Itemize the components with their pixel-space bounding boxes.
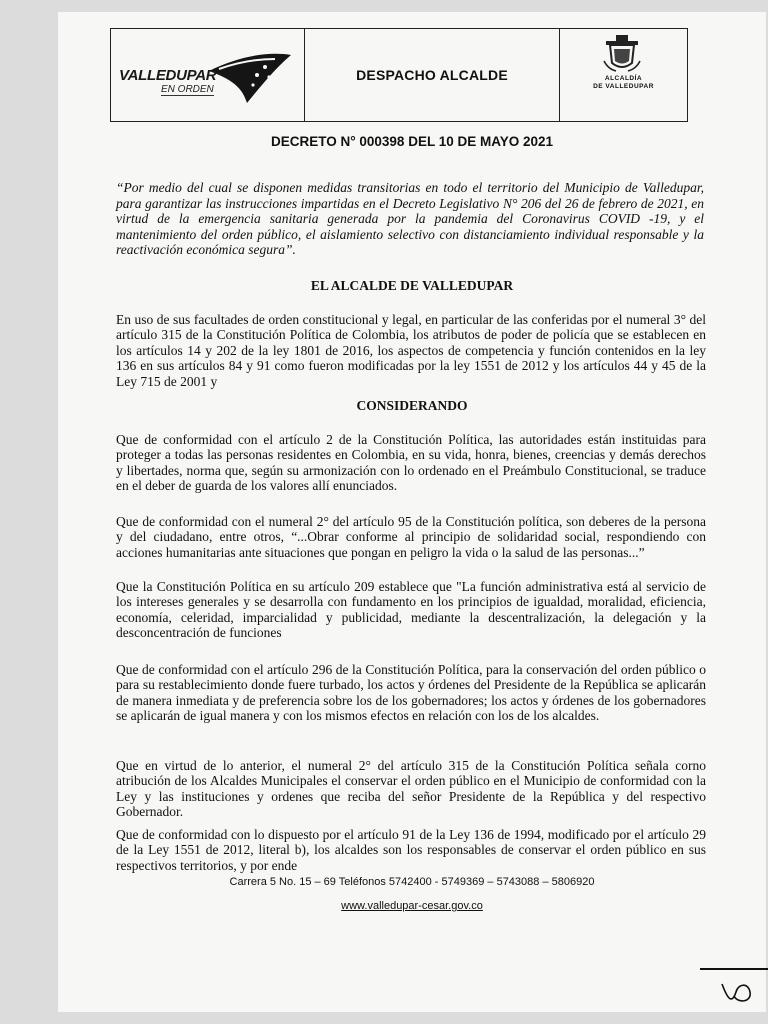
municipal-seal [560,29,687,121]
signature-initials-icon [718,978,758,1008]
website-link[interactable]: www.valledupar-cesar.gov.co [341,900,483,912]
valledupar-logo [111,29,305,121]
logo-wordmark: VALLEDUPAR [119,67,217,84]
document-page [58,12,766,1012]
logo-tagline: EN ORDEN [161,84,214,95]
considering-heading: CONSIDERANDO [356,398,468,413]
paragraph: Que en virtud de lo anterior, el numeral 2° del artículo 315 de la Constitución Política señala corno atribución de los Alcaldes Municipales el conservar el orden público en el Municipio de conformidad con la Ley y las instituciones y ordenes que reciba del señor Presidente de la República y del respectivo Gobernador. [116,758,706,820]
seal-caption-line2: DE VALLEDUPAR [593,83,654,90]
decree-title: DECRETO N° 000398 DEL 10 DE MAYO 2021 [270,134,554,149]
office-title: DESPACHO ALCALDE [356,67,508,83]
star-flag-icon [207,47,293,105]
footer-address: Carrera 5 No. 15 – 69 Teléfonos 5742400 - 5749369 – 5743088 – 5806920 [229,876,595,888]
coat-of-arms-icon [602,31,642,73]
paragraph: Que de conformidad con lo dispuesto por el artículo 91 de la Ley 136 de 1994, modificado por el artículo 29 de la Ley 1551 de 2012, literal b), los alcaldes son los responsables de conservar el orden público en sus respectivos territorios, y por ende [116,827,706,873]
paragraph: Que de conformidad con el artículo 296 de la Constitución Política, para la conservación del orden público o para su restablecimiento donde fuere turbado, los actos y órdenes del Presidente de la República se aplicarán de manera inmediata y de preferencia sobre los de los gobernadores; los actos y órdenes de los gobernadores se aplicarán de igual manera y con los mismos efectos en relación con los de los alcaldes. [116,662,706,724]
paragraph: Que de conformidad con el numeral 2° del artículo 95 de la Constitución política, son deberes de la persona y del ciudadano, entre otros, “...Obrar conforme al principio de solidaridad social, respondiendo con acciones humanitarias ante situaciones que pongan en peligro la vida o la salud de las personas...” [116,514,706,560]
paragraph: Que la Constitución Política en su artículo 209 establece que "La función administrativa está al servicio de los intereses generales y se desarrolla con fundamento en los principios de igualdad, moralidad, eficiencia, economía, celeridad, imparcialidad y publicidad, mediante la descentralización, la delegación y la desconcentración de funciones [116,579,706,641]
page-edge-line [700,968,768,970]
seal-caption [560,75,687,91]
footer-website [58,900,766,912]
paragraph: Que de conformidad con el artículo 2 de la Constitución Política, las autoridades están instituidas para proteger a todas las personas residentes en Colombia, en su vida, honra, bienes, creencias y demás derechos y libertades, norma que, según su armonización con lo ordenado en el Preámbulo Constitucional, se traduce en el deber de guarda de los valores allí enunciados. [116,432,706,494]
office-title-cell [305,29,560,121]
mayor-heading: EL ALCALDE DE VALLEDUPAR [310,278,514,293]
seal-caption-line1: ALCALDÍA [604,75,643,82]
letterhead [110,28,688,122]
decree-summary: “Por medio del cual se disponen medidas transitorias en todo el territorio del Municipio de Valledupar, para garantizar las instrucciones impartidas en el Decreto Legislativo N° 206 del 26 de febrero de 2021, en virtud de la emergencia sanitaria generada por la pandemia del Coronavirus COVID -19, y el mantenimiento del orden público, el aislamiento selectivo con distanciamiento individual responsable y la reactivación económica segura”. [116,180,704,257]
intro-paragraph: En uso de sus facultades de orden constitucional y legal, en particular de las conferidas por el numeral 3° del artículo 315 de la Constitución Política de Colombia, los atributos de poder de policía que se establecen en los artículos 14 y 202 de la ley 1801 de 2016, los aspectos de competencia y función contenidos en la ley 136 en sus artículos 84 y 91 como fueron modificadas por la ley 1551 de 2012 y los artículos 44 y 45 de la Ley 715 de 2001 y [116,312,706,389]
